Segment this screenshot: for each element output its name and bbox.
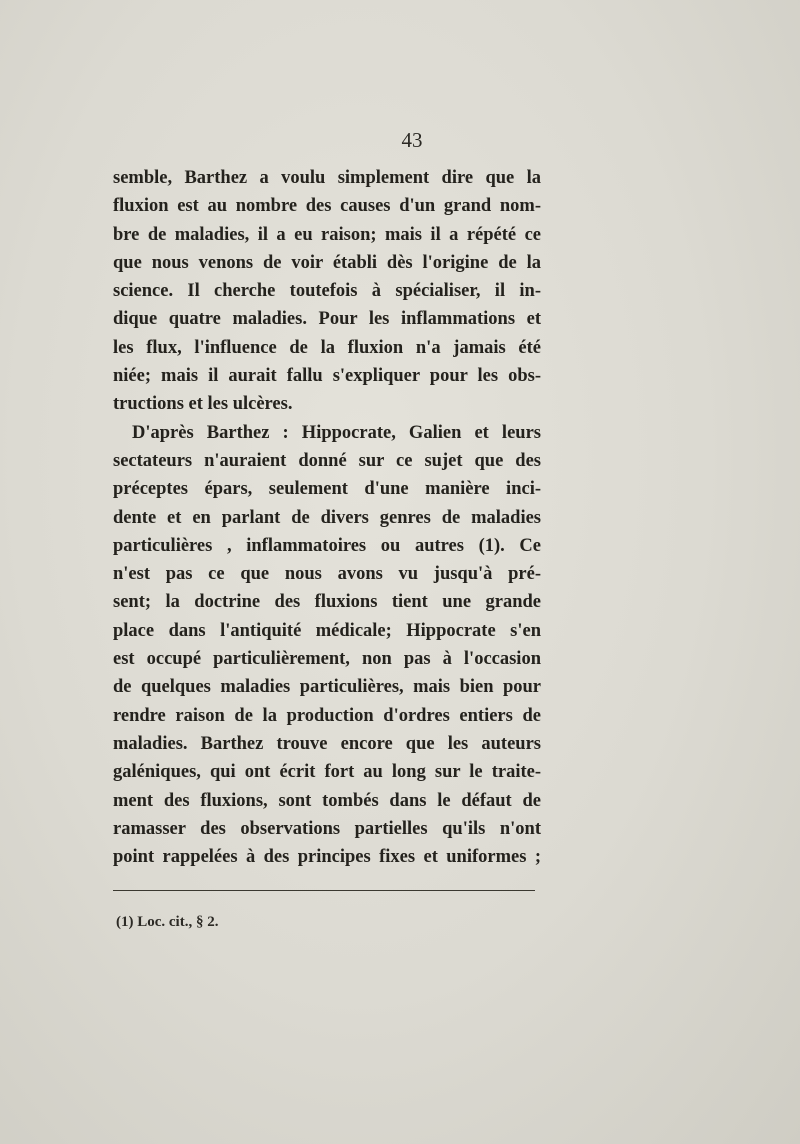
text-line: de quelques maladies particulières, mais bien pour: [113, 677, 541, 698]
text-line: particulières , inflammatoires ou autres (1). Ce: [113, 535, 541, 556]
page-number: 43: [401, 128, 423, 152]
text-line: D'après Barthez : Hippocrate, Galien et leurs: [132, 422, 541, 443]
text-line: place dans l'antiquité médicale; Hippocrate s'en: [113, 620, 541, 641]
text-line: tructions et les ulcères.: [113, 394, 293, 415]
text-line: dente et en parlant de divers genres de maladies: [113, 507, 541, 528]
text-line: que nous venons de voir établi dès l'origine de la: [113, 252, 541, 273]
text-line: n'est pas ce que nous avons vu jusqu'à pré-: [113, 564, 541, 585]
text-line: sectateurs n'auraient donné sur ce sujet que des: [113, 450, 541, 471]
text-line: ment des fluxions, sont tombés dans le défaut de: [113, 790, 541, 811]
text-line: galéniques, qui ont écrit fort au long sur le traite-: [113, 762, 541, 783]
body-text: [113, 164, 541, 871]
text-line: ramasser des observations partielles qu'ils n'ont: [113, 818, 541, 839]
text-line: niée; mais il aurait fallu s'expliquer pour les obs-: [113, 366, 541, 387]
text-line: préceptes épars, seulement d'une manière inci-: [113, 479, 541, 500]
text-line: sent; la doctrine des fluxions tient une grande: [113, 592, 541, 613]
text-line: fluxion est au nombre des causes d'un grand nom-: [113, 196, 541, 217]
text-line: semble, Barthez a voulu simplement dire que la: [113, 168, 541, 188]
text-line: dique quatre maladies. Pour les inflammations et: [113, 309, 541, 330]
text-line: les flux, l'influence de la fluxion n'a jamais été: [113, 337, 541, 358]
text-line: bre de maladies, il a eu raison; mais il a répété ce: [113, 224, 541, 245]
footnote: (1) Loc. cit., § 2.: [116, 914, 219, 930]
text-line: science. Il cherche toutefois à spécialiser, il in-: [113, 281, 541, 302]
text-line: point rappelées à des principes fixes et uniformes ;: [113, 847, 541, 868]
text-line: maladies. Barthez trouve encore que les auteurs: [113, 733, 541, 754]
text-line: est occupé particulièrement, non pas à l'occasion: [113, 649, 541, 670]
text-line: rendre raison de la production d'ordres entiers de: [113, 705, 541, 726]
footnote-divider: [113, 890, 535, 891]
